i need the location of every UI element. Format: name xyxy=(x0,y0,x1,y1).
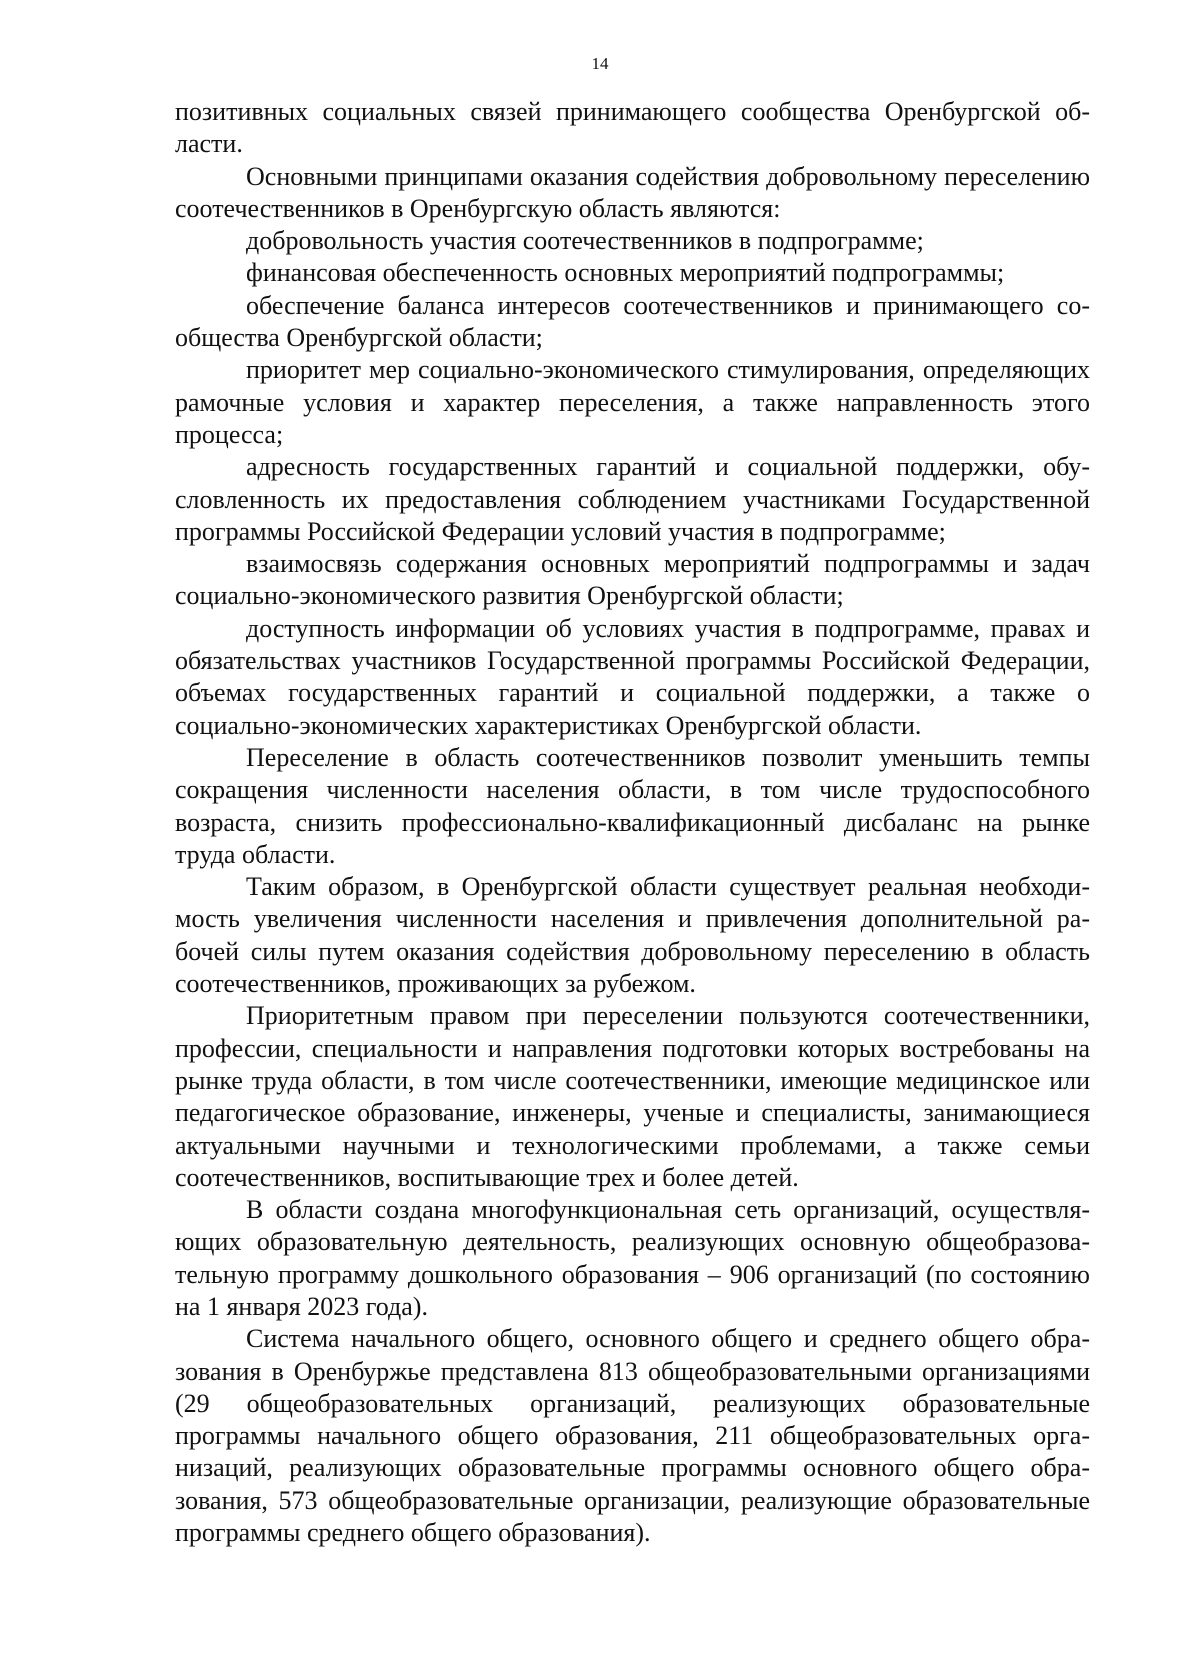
page-number: 14 xyxy=(591,54,609,73)
list-item: взаимосвязь содержания основных мероприятий подпрограммы и задач социально-экономического развития Оренбургской области; xyxy=(175,549,1090,611)
paragraph: В области создана многофункциональная сеть организаций, осуществляющих образовательную деятельность, реализующих основную общеобразовательную программу дошкольного образования – 906 организаций (по состоянию на 1 января 2023 года). xyxy=(175,1195,1090,1321)
list-item: добровольность участия соотечественников в подпрограмме; xyxy=(246,226,924,256)
list-item: приоритет мер социально-экономического стимулирования, определяющих рамочные условия и характер переселения, а также направленность этого процесса; xyxy=(175,355,1090,449)
paragraph: Переселение в область соотечественников позволит уменьшить темпы сокращения численности населения области, в том числе трудоспособного возраста, снизить профессионально-квалификационный дисбаланс на рынке труда области. xyxy=(175,742,1090,869)
paragraph: Таким образом, в Оренбургской области существует реальная необходимость увеличения численности населения и привлечения дополнительной рабочей силы путем оказания содействия добровольному переселению в область соотечественников, проживающих за рубежом. xyxy=(175,872,1090,999)
paragraph: позитивных социальных связей принимающего сообщества Оренбургской области. xyxy=(175,97,1090,159)
paragraph: Система начального общего, основного общего и среднего общего образования в Оренбуржье представлена 813 общеобразовательными организациями (29 общеобразовательных организаций, реализующих образовательные программы начального общего образования, 211 общеобразовательных организаций, реализующих образовательные программы основного общего образования, 573 общеобразовательные организации, реализующие образовательные программы среднего общего образования). xyxy=(175,1324,1090,1548)
list-item: обеспечение баланса интересов соотечественников и принимающего сообщества Оренбургской области; xyxy=(175,290,1090,353)
paragraph: Приоритетным правом при переселении пользуются соотечественники, профессии, специальности и направления подготовки которых востребованы на рынке труда области, в том числе соотечественники, имеющие медицинское или педагогическое образование, инженеры, ученые и специалисты, занимающиеся актуальными научными и технологическими проблемами, а также семьи соотечественников, воспитывающие трех и более детей. xyxy=(175,1001,1090,1192)
list-item: адресность государственных гарантий и социальной поддержки, обусловленность их предоставления соблюдением участниками Государственной программы Российской Федерации условий участия в подпрограмме; xyxy=(175,452,1090,546)
document-body xyxy=(175,96,1090,1549)
paragraph: Основными принципами оказания содействия добровольному переселению соотечественников в Оренбургскую область являются: xyxy=(175,161,1090,223)
list-item: финансовая обеспеченность основных мероприятий подпрограммы; xyxy=(246,258,1005,288)
list-item: доступность информации об условиях участия в подпрограмме, правах и обязательствах участников Государственной программы Российской Федерации, объемах государственных гарантий и социальной поддержки, а также о социально-экономических характеристиках Оренбургской области. xyxy=(175,613,1090,740)
